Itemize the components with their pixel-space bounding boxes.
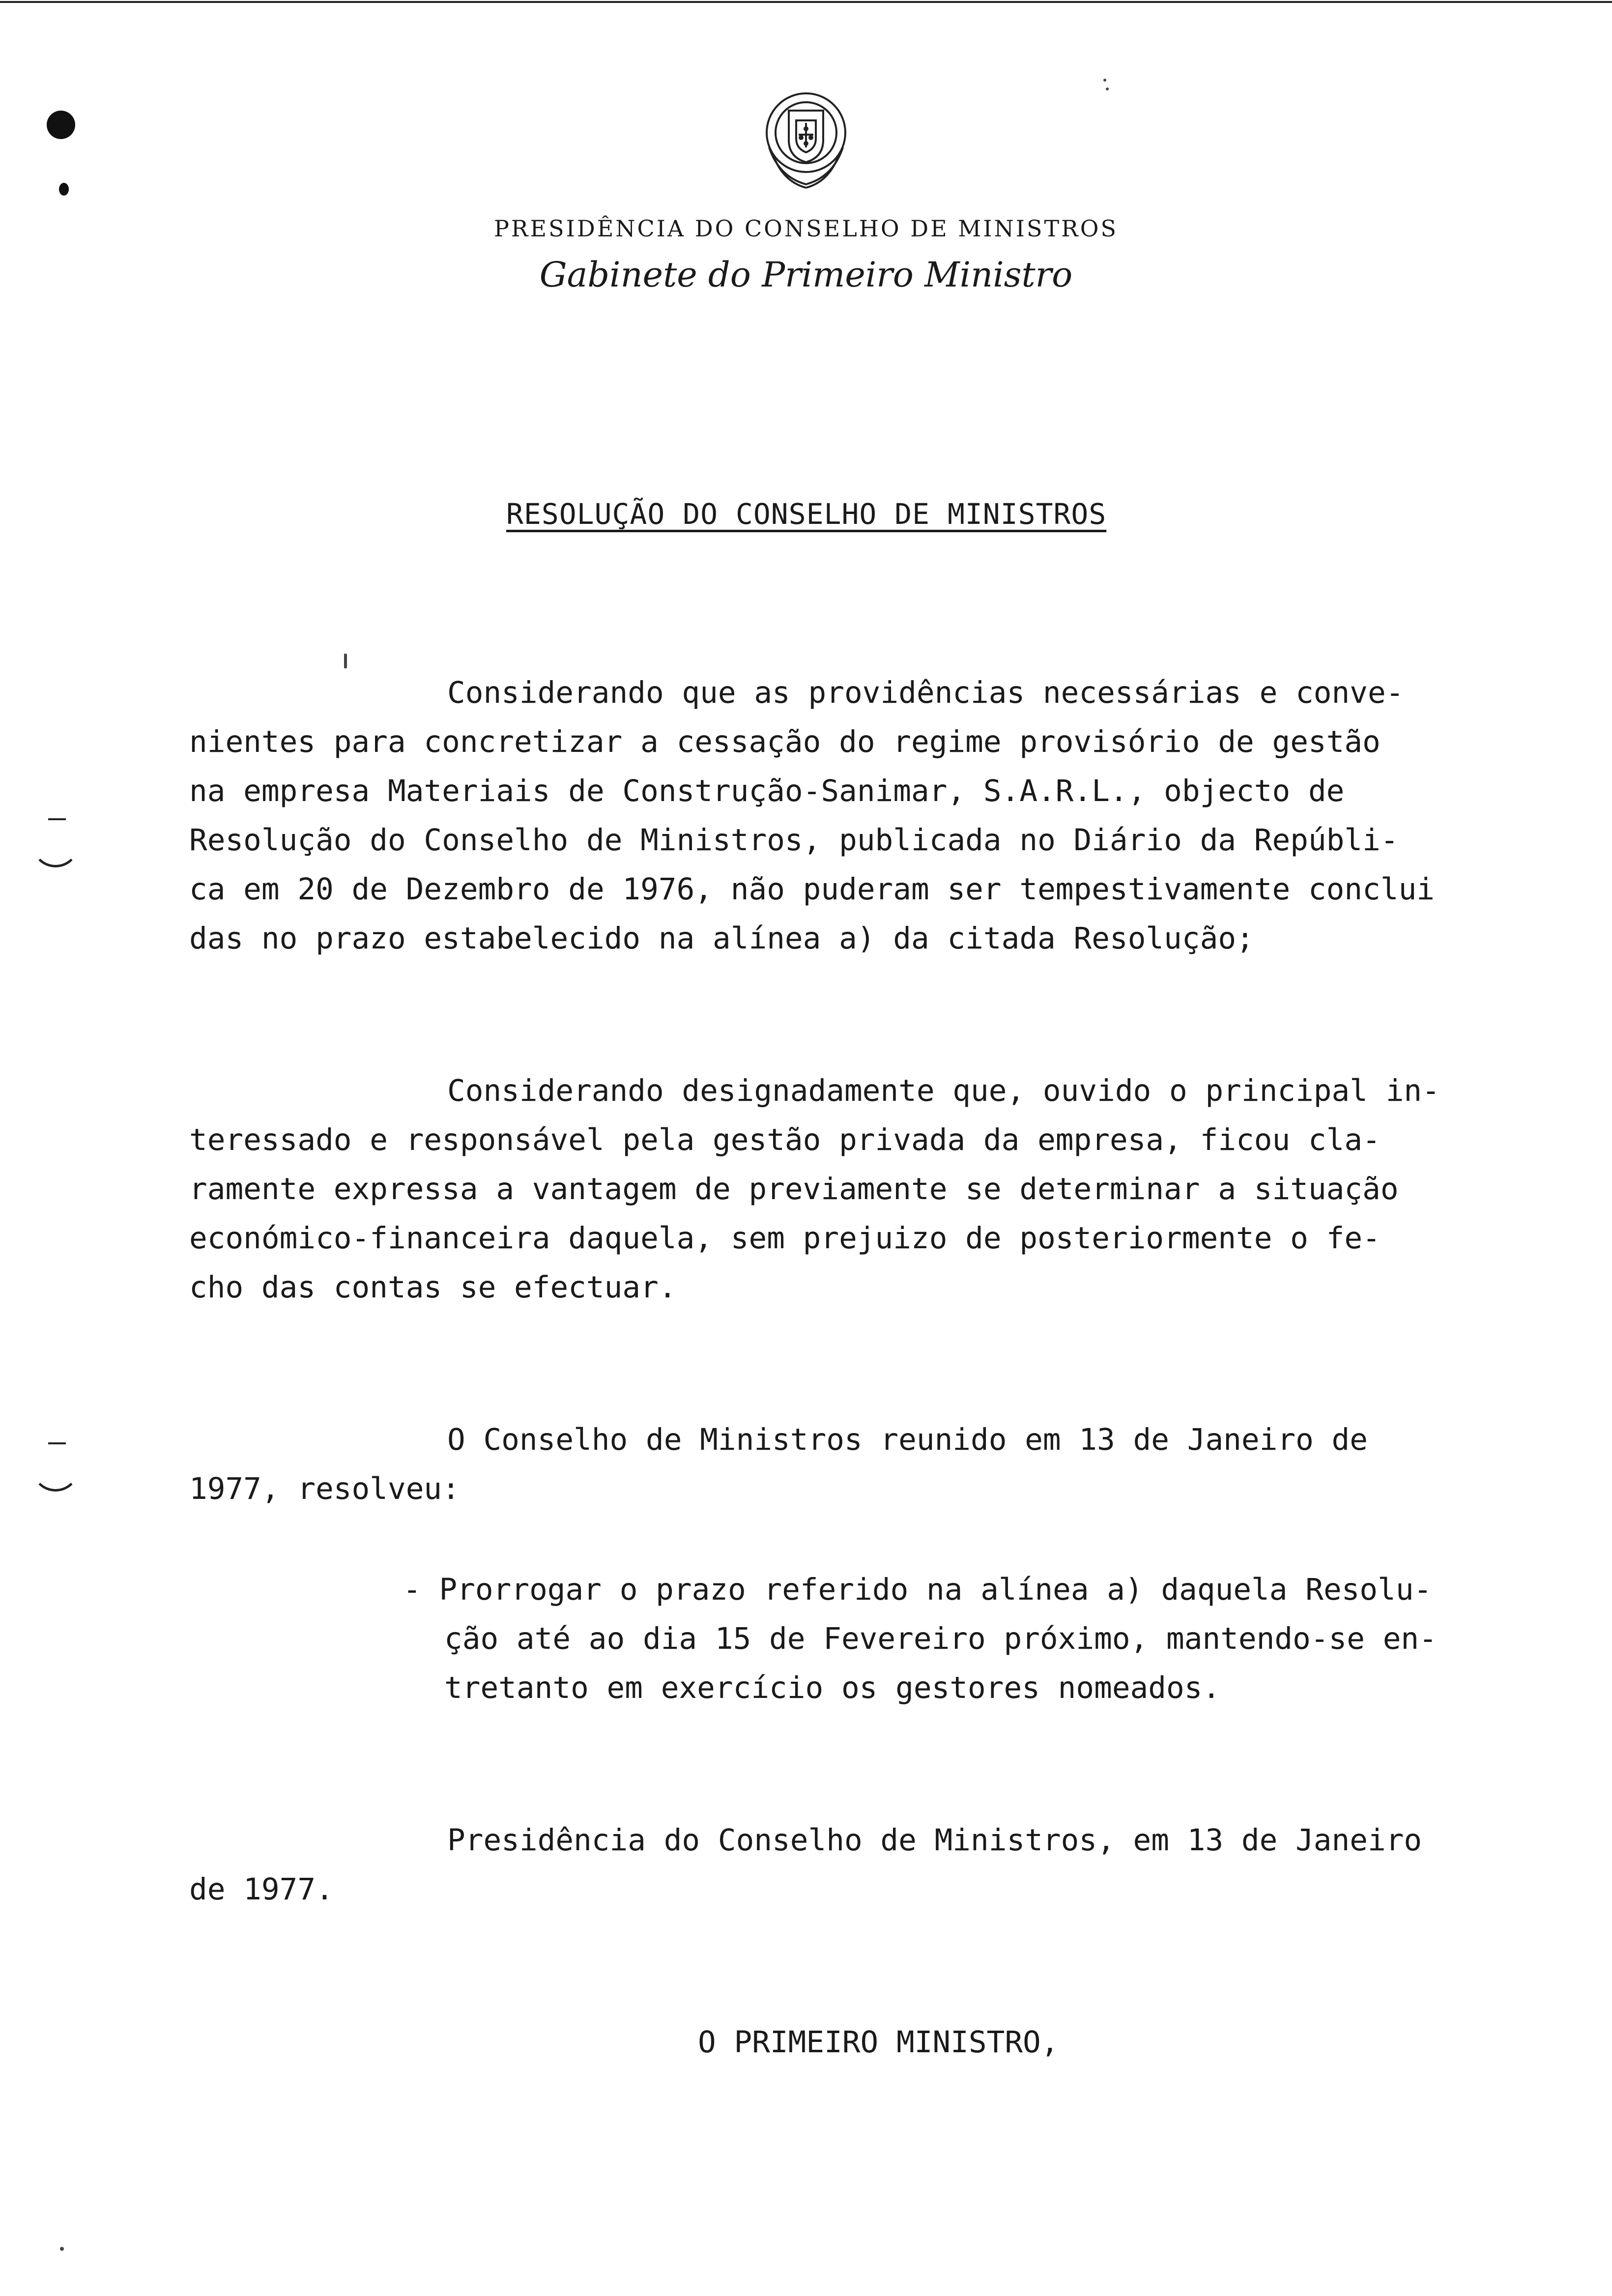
text-line: O Conselho de Ministros reunido em 13 de Janeiro de xyxy=(447,1422,1368,1457)
punch-hole-mark-small xyxy=(59,183,69,196)
text-line: Presidência do Conselho de Ministros, em 13 de Janeiro xyxy=(447,1823,1422,1858)
text-line: - Prorrogar o prazo referido na alínea a) daquela Resolu- xyxy=(403,1572,1432,1607)
text-line: ramente expressa a vantagem de previamente se determinar a situação xyxy=(189,1172,1399,1206)
closing-date-paragraph xyxy=(189,1816,1516,1914)
margin-mark xyxy=(48,818,66,820)
signature-title: O PRIMEIRO MINISTRO, xyxy=(698,2025,1059,2060)
text-line: das no prazo estabelecido na alínea a) da citada Resolução; xyxy=(189,921,1254,956)
paragraph-considerando-2 xyxy=(189,1066,1516,1312)
text-line: 1977, resolveu: xyxy=(189,1471,460,1506)
text-line: Considerando que as providências necessárias e conve- xyxy=(447,675,1404,710)
text-line: teressado e responsável pela gestão privada da empresa, ficou cla- xyxy=(189,1122,1381,1157)
text-line: económico-financeira daquela, sem prejuizo de posteriormente o fe- xyxy=(189,1221,1381,1256)
paragraph-considerando-1 xyxy=(189,668,1516,963)
paragraph-resolveu xyxy=(189,1415,1516,1514)
coat-of-arms-seal-icon xyxy=(749,84,863,197)
text-line: Resolução do Conselho de Ministros, publicada no Diário da Repúbli- xyxy=(189,823,1399,858)
margin-arc-mark xyxy=(31,1460,80,1492)
margin-speck xyxy=(1106,87,1109,90)
text-line: Considerando designadamente que, ouvido o principal in- xyxy=(447,1073,1440,1108)
top-border-line xyxy=(0,1,1612,3)
text-line: cho das contas se efectuar. xyxy=(189,1270,677,1305)
text-line: ca em 20 de Dezembro de 1976, não puderam ser tempestivamente conclui xyxy=(189,872,1435,907)
margin-speck xyxy=(60,2247,64,2251)
margin-speck xyxy=(344,654,347,668)
text-line: tretanto em exercício os gestores nomeados. xyxy=(444,1670,1221,1705)
resolution-item xyxy=(403,1565,1533,1713)
margin-speck xyxy=(1103,79,1106,82)
letterhead-institution: PRESIDÊNCIA DO CONSELHO DE MINISTROS xyxy=(493,215,1119,242)
text-line: na empresa Materiais de Construção-Sanimar, S.A.R.L., objecto de xyxy=(189,774,1345,808)
text-line: ção até ao dia 15 de Fevereiro próximo, mantendo-se en- xyxy=(444,1621,1437,1656)
document-title: RESOLUÇÃO DO CONSELHO DE MINISTROS xyxy=(506,497,1107,531)
text-line: nientes para concretizar a cessação do regime provisório de gestão xyxy=(189,724,1381,759)
letterhead-office: Gabinete do Primeiro Ministro xyxy=(539,255,1073,295)
punch-hole-mark xyxy=(47,111,75,139)
margin-arc-mark xyxy=(31,835,80,867)
margin-mark xyxy=(48,1442,66,1444)
text-line: de 1977. xyxy=(189,1872,334,1907)
